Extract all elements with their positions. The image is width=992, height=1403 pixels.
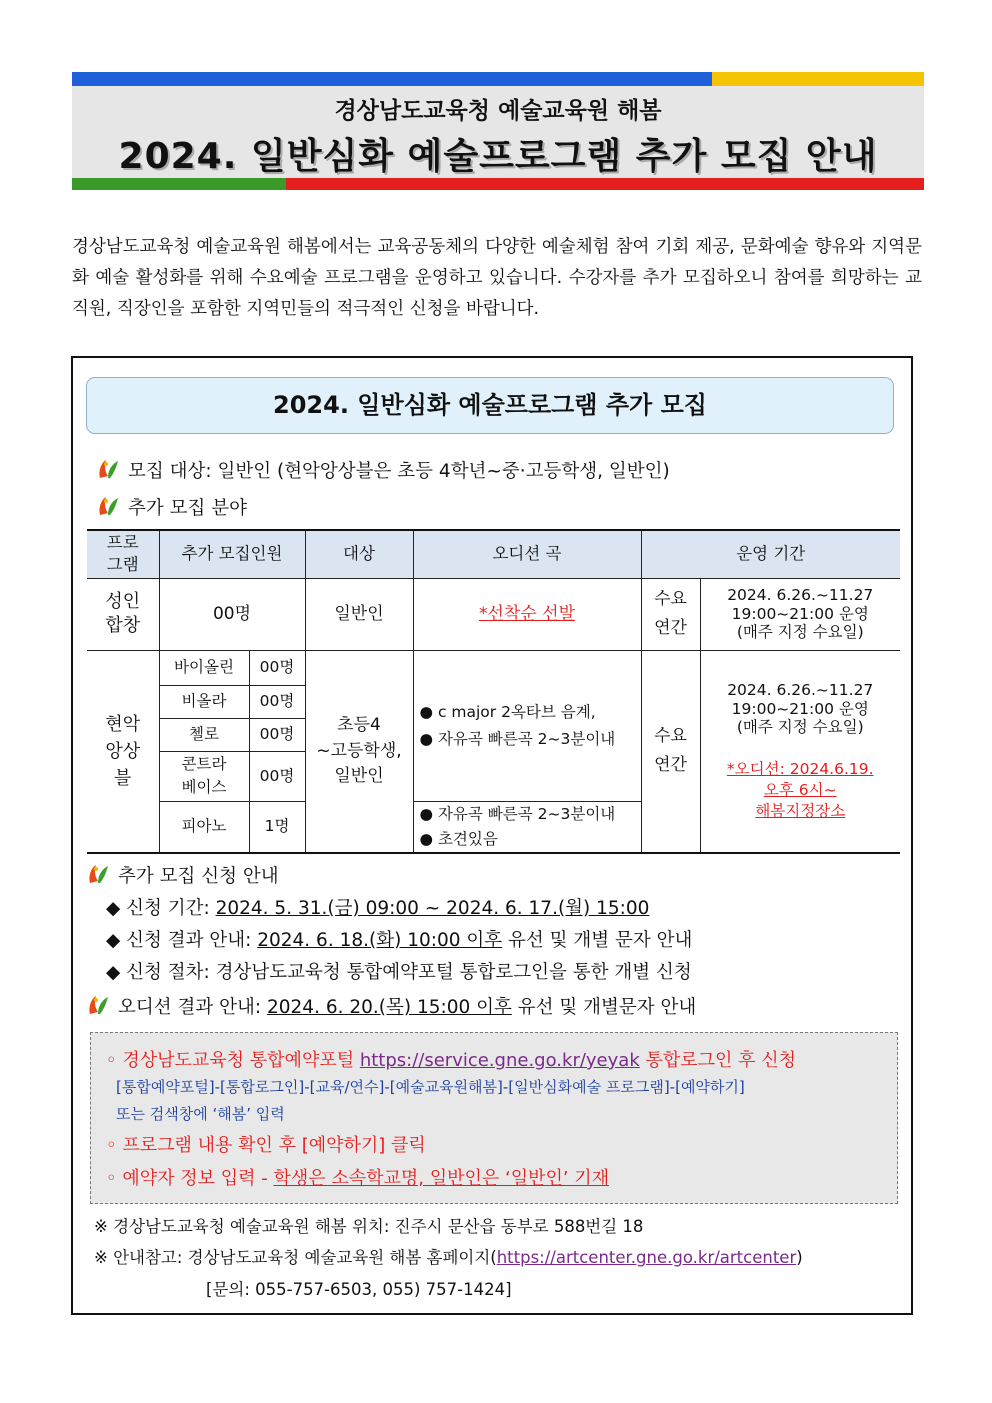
- piano-audition: [413, 801, 641, 853]
- guide-line-portal: ◦ 경상남도교육청 통합예약포털 https://service.gne.go.kr/yeyak 통합로그인 후 신청: [106, 1050, 797, 1071]
- fields-heading: [96, 494, 247, 520]
- audition-item: ● 자유곡 빠른곡 2~3분이내: [419, 804, 616, 823]
- apply-heading-text: 추가 모집 신청 안내: [118, 866, 279, 887]
- flower-bullet-icon: [86, 994, 110, 1016]
- guide-search: 또는 검색창에 ‘해봄’ 입력: [116, 1105, 285, 1123]
- strings-target: 초등4 ~고등학생, 일반인: [305, 650, 413, 853]
- instrument-name: 첼로: [159, 718, 249, 751]
- table-row-violin: [87, 650, 900, 685]
- instrument-count: 00명: [249, 650, 305, 685]
- guide-line-confirm: ◦ 프로그램 내용 확인 후 [예약하기] 클릭: [106, 1135, 426, 1156]
- instrument-name: 비올라: [159, 685, 249, 718]
- audition-result: 오디션 결과 안내: 2024. 6. 20.(목) 15:00 이후 유선 및 개별문자 안내: [86, 993, 696, 1019]
- audition-note: *오디션: 2024.6.19. 오후 6시~ 해봄지정장소: [726, 759, 874, 820]
- strings-period: [700, 650, 900, 853]
- contact-note: [문의: 055-757-6503, 055) 757-1424]: [206, 1280, 512, 1299]
- location-note: ※ 경상남도교육청 예술교육원 해봄 위치: 진주시 문산읍 동부로 588번길 18: [94, 1217, 644, 1236]
- strings-day: 수요 연간: [641, 650, 700, 853]
- choir-program: 성인 합창: [87, 578, 159, 650]
- header-count: 추가 모집인원: [159, 530, 305, 578]
- page-title: 2024. 일반심화 예술프로그램 추가 모집 안내: [118, 136, 878, 177]
- header-bar-red: [286, 178, 924, 190]
- intro-paragraph: 경상남도교육청 예술교육원 해봄에서는 교육공동체의 다양한 예술체험 참여 기회 제공, 문화예술 향유와 지역문화 예술 활성화를 위해 수요예술 프로그램을 운영하고 있습니다. 수강자를 추가 모집하오니 참여를 희망하는 교직원, 직장인을 포함한 지역민들의 적극적인 신청을 바랍니다.: [72, 237, 922, 319]
- flower-bullet-icon: [96, 458, 120, 480]
- instrument-name: 바이올린: [159, 650, 249, 685]
- box-title: 2024. 일반심화 예술프로그램 추가 모집: [86, 377, 894, 434]
- fields-heading-text: 추가 모집 분야: [128, 498, 247, 519]
- instrument-count: 00명: [249, 718, 305, 751]
- apply-heading: [86, 862, 279, 888]
- instrument-count: 00명: [249, 685, 305, 718]
- flower-bullet-icon: [96, 495, 120, 517]
- portal-link[interactable]: https://service.gne.go.kr/yeyak: [359, 1050, 640, 1071]
- target-text: 모집 대상: 일반인 (현악앙상블은 초등 4학년~중·고등학생, 일반인): [128, 461, 670, 482]
- audition-item: ● c major 2옥타브 음계,: [419, 702, 596, 721]
- header-subtitle: 경상남도교육청 예술교육원 해봄: [334, 98, 662, 124]
- choir-audition: *선착순 선발: [413, 578, 641, 650]
- guide-line-info: ◦ 예약자 정보 입력 - 학생은 소속학교명, 일반인은 ‘일반인’ 기재: [106, 1168, 610, 1189]
- instrument-count: 1명: [249, 801, 305, 853]
- header-program: 프로 그램: [87, 530, 159, 578]
- table-row-choir: [87, 578, 900, 650]
- choir-day: 수요 연간: [641, 578, 700, 650]
- strings-period-text: 2024. 6.26.~11.27 19:00~21:00 운영 (매주 지정 수요일): [727, 680, 874, 737]
- choir-target: 일반인: [305, 578, 413, 650]
- homepage-link[interactable]: https://artcenter.gne.go.kr/artcenter: [496, 1248, 797, 1267]
- header-bar-yellow: [712, 72, 924, 86]
- instrument-count: 00명: [249, 751, 305, 801]
- instrument-name: 피아노: [159, 801, 249, 853]
- header-target: 대상: [305, 530, 413, 578]
- apply-result: ◆ 신청 결과 안내: 2024. 6. 18.(화) 10:00 이후 유선 및 개별 문자 안내: [106, 930, 693, 951]
- flower-bullet-icon: [86, 863, 110, 885]
- header-bar-blue: [72, 72, 712, 86]
- table-header-row: [87, 530, 900, 578]
- apply-procedure: ◆ 신청 절차: 경상남도교육청 통합예약포털 통합로그인을 통한 개별 신청: [106, 962, 692, 983]
- header-bar-green: [72, 178, 286, 190]
- guide-path: [통합예약포털]-[통합로그인]-[교육/연수]-[예술교육원해봄]-[일반심화예술 프로그램]-[예약하기]: [116, 1078, 745, 1096]
- audition-item: ● 자유곡 빠른곡 2~3분이내: [419, 729, 616, 748]
- header-period: 운영 기간: [641, 530, 900, 578]
- apply-period: ◆ 신청 기간: 2024. 5. 31.(금) 09:00 ~ 2024. 6. 17.(월) 15:00: [106, 898, 650, 919]
- strings-audition: [413, 650, 641, 801]
- instrument-name: 콘트라 베이스: [159, 751, 249, 801]
- target-line: [96, 457, 670, 483]
- program-table: [87, 529, 900, 854]
- choir-count: 00명: [159, 578, 305, 650]
- audition-item: ● 초견있음: [419, 829, 498, 848]
- strings-program: 현악 앙상 블: [87, 650, 159, 853]
- header-audition: 오디션 곡: [413, 530, 641, 578]
- homepage-note: ※ 안내참고: 경상남도교육청 예술교육원 해봄 홈페이지(https://artcenter.gne.go.kr/artcenter): [94, 1248, 803, 1267]
- choir-period: 2024. 6.26.~11.27 19:00~21:00 운영 (매주 지정 수요일): [700, 578, 900, 650]
